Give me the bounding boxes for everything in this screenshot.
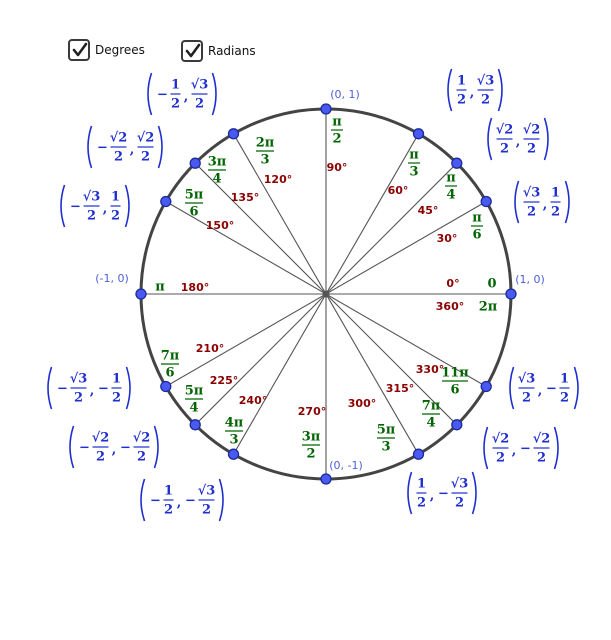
coord-comma: , (129, 142, 135, 158)
coord-denominator: 2 (111, 390, 122, 406)
coord-numerator: √3 (82, 189, 101, 205)
circle-point-300[interactable] (414, 449, 424, 459)
coordinate-pair-120 (148, 73, 216, 115)
degree-label: 0° (446, 277, 460, 290)
radian-label (161, 349, 180, 381)
left-paren (88, 126, 92, 168)
circle-point-240[interactable] (229, 449, 239, 459)
circle-point-0[interactable] (506, 289, 516, 299)
left-paren (510, 367, 514, 409)
left-paren (148, 73, 152, 115)
radian-numerator: π (472, 210, 482, 226)
right-paren (155, 426, 159, 468)
coord-sign: − (185, 493, 196, 509)
radian-denominator: 6 (189, 204, 199, 220)
coord-denominator: 2 (170, 96, 181, 112)
degree-label: 240° (238, 394, 268, 407)
coord-denominator: 2 (163, 502, 174, 518)
left-paren (488, 118, 492, 160)
coordinate-pair-150 (61, 185, 129, 227)
coord-comma: , (102, 201, 108, 217)
coord-comma: , (511, 443, 517, 459)
right-paren (213, 73, 217, 115)
coordinate-pair-45 (488, 118, 548, 160)
circle-point-210[interactable] (161, 382, 171, 392)
coordinate-pair-330 (510, 367, 578, 409)
degree-label: 90° (326, 161, 348, 174)
axis-point-label: (0, 1) (330, 88, 360, 101)
coord-sign: − (157, 87, 168, 103)
radian-label (155, 280, 165, 295)
radian-label (471, 211, 483, 243)
radian-numerator: 3π (301, 429, 321, 445)
coord-comma: , (537, 383, 543, 399)
coord-numerator: √3 (450, 476, 469, 492)
radian-denominator: 2 (332, 131, 342, 147)
radian-denominator: 4 (212, 171, 222, 187)
radian-numerator: 5π (376, 422, 396, 438)
coordinate-pair-210 (48, 367, 130, 409)
radian-text: 2π (478, 299, 498, 315)
radian-denominator: 4 (189, 400, 199, 416)
coord-sign: − (438, 486, 449, 502)
coord-denominator: 2 (113, 149, 124, 165)
coordinate-pair-135 (88, 126, 162, 168)
radian-numerator: π (332, 114, 342, 130)
circle-point-90[interactable] (321, 104, 331, 114)
circle-point-180[interactable] (136, 289, 146, 299)
circle-point-30[interactable] (481, 197, 491, 207)
radian-denominator: 6 (472, 227, 482, 243)
coord-denominator: 2 (86, 208, 97, 224)
coordinate-pair-240 (141, 479, 223, 521)
circle-point-60[interactable] (414, 129, 424, 139)
radian-denominator: 3 (229, 432, 239, 448)
coord-denominator: 2 (536, 450, 547, 466)
coord-numerator: √2 (495, 122, 514, 138)
right-paren (159, 126, 163, 168)
circle-point-135[interactable] (190, 158, 200, 168)
coord-denominator: 2 (73, 390, 84, 406)
coord-denominator: 2 (499, 141, 510, 157)
coord-comma: , (515, 134, 521, 150)
coord-sign: − (520, 441, 531, 457)
coord-numerator: √2 (132, 430, 151, 446)
radian-denominator: 6 (450, 382, 460, 398)
coord-sign: − (546, 381, 557, 397)
radian-label (302, 430, 321, 462)
coord-sign: − (120, 440, 131, 456)
radian-denominator: 2 (306, 446, 316, 462)
radian-label (225, 416, 244, 448)
coord-sign: − (98, 381, 109, 397)
axis-point-label: (1, 0) (515, 273, 545, 286)
circle-point-120[interactable] (229, 129, 239, 139)
coordinate-pair-315 (484, 427, 558, 469)
right-paren (575, 367, 579, 409)
coord-denominator: 2 (456, 92, 467, 108)
right-paren (555, 427, 559, 469)
coord-comma: , (469, 85, 475, 101)
degree-label: 45° (417, 204, 439, 217)
coord-comma: , (183, 89, 189, 105)
coord-denominator: 2 (480, 92, 491, 108)
coord-comma: , (176, 495, 182, 511)
coord-denominator: 2 (526, 141, 537, 157)
coord-denominator: 2 (416, 495, 427, 511)
left-paren (515, 181, 519, 223)
coord-denominator: 2 (140, 149, 151, 165)
degree-label: 330° (415, 363, 445, 376)
circle-point-330[interactable] (481, 382, 491, 392)
coord-numerator: 1 (416, 476, 427, 492)
coord-numerator: √3 (517, 371, 536, 387)
radian-denominator: 3 (260, 152, 270, 168)
degree-label: 315° (385, 382, 415, 395)
radian-label (331, 115, 343, 147)
axis-point-label: (-1, 0) (95, 272, 129, 285)
coord-denominator: 2 (454, 495, 465, 511)
radian-numerator: 4π (224, 415, 244, 431)
coord-numerator: √2 (109, 130, 128, 146)
coord-comma: , (429, 488, 435, 504)
circle-point-45[interactable] (452, 158, 462, 168)
degree-label: 120° (263, 173, 293, 186)
degree-label: 270° (297, 405, 327, 418)
radian-numerator: 7π (160, 348, 180, 364)
degree-label: 210° (195, 342, 225, 355)
coord-numerator: √3 (69, 371, 88, 387)
radians-checkbox-label: Radians (208, 44, 256, 58)
coord-numerator: √2 (136, 130, 155, 146)
axis-point-label: (0, -1) (329, 459, 363, 472)
circle-point-150[interactable] (161, 197, 171, 207)
degree-label: 360° (435, 300, 465, 313)
radian-denominator: 3 (381, 439, 391, 455)
coord-numerator: √3 (190, 77, 209, 93)
radian-label (185, 384, 204, 416)
coord-denominator: 2 (559, 390, 570, 406)
coord-numerator: √2 (532, 431, 551, 447)
radian-numerator: π (409, 147, 419, 163)
left-paren (484, 427, 488, 469)
radian-numerator: 5π (184, 187, 204, 203)
right-paren (126, 185, 130, 227)
coord-sign: − (79, 440, 90, 456)
radian-numerator: 2π (255, 135, 275, 151)
radian-label (445, 171, 457, 203)
left-paren (70, 426, 74, 468)
radian-numerator: 7π (421, 398, 441, 414)
coord-numerator: 1 (163, 483, 174, 499)
radian-denominator: 4 (426, 415, 436, 431)
coord-sign: − (70, 199, 81, 215)
coord-denominator: 2 (495, 450, 506, 466)
coord-numerator: √3 (197, 483, 216, 499)
right-paren (545, 118, 549, 160)
coord-denominator: 2 (95, 449, 106, 465)
left-paren (141, 479, 145, 521)
coordinate-pair-225 (70, 426, 158, 468)
right-paren (220, 479, 224, 521)
coord-numerator: 1 (170, 77, 181, 93)
coord-comma: , (89, 383, 95, 399)
degree-label: 300° (347, 397, 377, 410)
radian-label (422, 399, 441, 431)
circle-point-225[interactable] (190, 420, 200, 430)
coord-denominator: 2 (550, 204, 561, 220)
right-paren (473, 472, 477, 514)
left-paren (448, 69, 452, 111)
coord-sign: − (57, 381, 68, 397)
degrees-checkbox-label: Degrees (95, 43, 145, 57)
radian-label (479, 300, 498, 315)
coord-denominator: 2 (526, 204, 537, 220)
radian-label (377, 423, 396, 455)
radian-label (408, 148, 420, 180)
coord-numerator: 1 (559, 371, 570, 387)
coord-denominator: 2 (521, 390, 532, 406)
right-paren (566, 181, 570, 223)
coord-comma: , (111, 442, 117, 458)
degree-label: 225° (209, 374, 239, 387)
radian-denominator: 6 (165, 365, 175, 381)
degree-label: 135° (230, 191, 260, 204)
radian-label (441, 366, 469, 398)
radian-label (487, 277, 496, 292)
radian-text: 0 (487, 276, 497, 292)
coordinate-pair-30 (515, 181, 569, 223)
right-paren (127, 367, 131, 409)
radian-numerator: 5π (184, 383, 204, 399)
coordinate-pair-60 (448, 69, 502, 111)
coord-numerator: √3 (476, 73, 495, 89)
coord-numerator: √2 (91, 430, 110, 446)
radian-label (208, 155, 227, 187)
radian-label (256, 136, 275, 168)
circle-point-270[interactable] (321, 474, 331, 484)
coord-numerator: 1 (456, 73, 467, 89)
coord-numerator: 1 (550, 185, 561, 201)
radian-numerator: 3π (207, 154, 227, 170)
coord-sign: − (150, 493, 161, 509)
coord-denominator: 2 (201, 502, 212, 518)
coord-numerator: √2 (522, 122, 541, 138)
coord-numerator: 1 (111, 371, 122, 387)
radian-numerator: 11π (441, 365, 469, 381)
radian-text: π (155, 279, 165, 295)
circle-point-315[interactable] (452, 420, 462, 430)
degree-label: 30° (436, 232, 458, 245)
right-paren (499, 69, 503, 111)
coord-numerator: √3 (522, 185, 541, 201)
coord-numerator: 1 (110, 189, 121, 205)
left-paren (48, 367, 52, 409)
radian-numerator: π (446, 170, 456, 186)
coord-sign: − (97, 140, 108, 156)
coord-denominator: 2 (194, 96, 205, 112)
left-paren (61, 185, 65, 227)
coord-denominator: 2 (110, 208, 121, 224)
left-paren (408, 472, 412, 514)
coord-numerator: √2 (491, 431, 510, 447)
degree-label: 60° (387, 184, 409, 197)
degree-label: 150° (205, 219, 235, 232)
coordinate-pair-300 (408, 472, 476, 514)
coord-denominator: 2 (136, 449, 147, 465)
radian-denominator: 4 (446, 187, 456, 203)
coord-comma: , (542, 197, 548, 213)
radian-denominator: 3 (409, 164, 419, 180)
origin-point (323, 291, 330, 298)
degree-label: 180° (180, 281, 210, 294)
